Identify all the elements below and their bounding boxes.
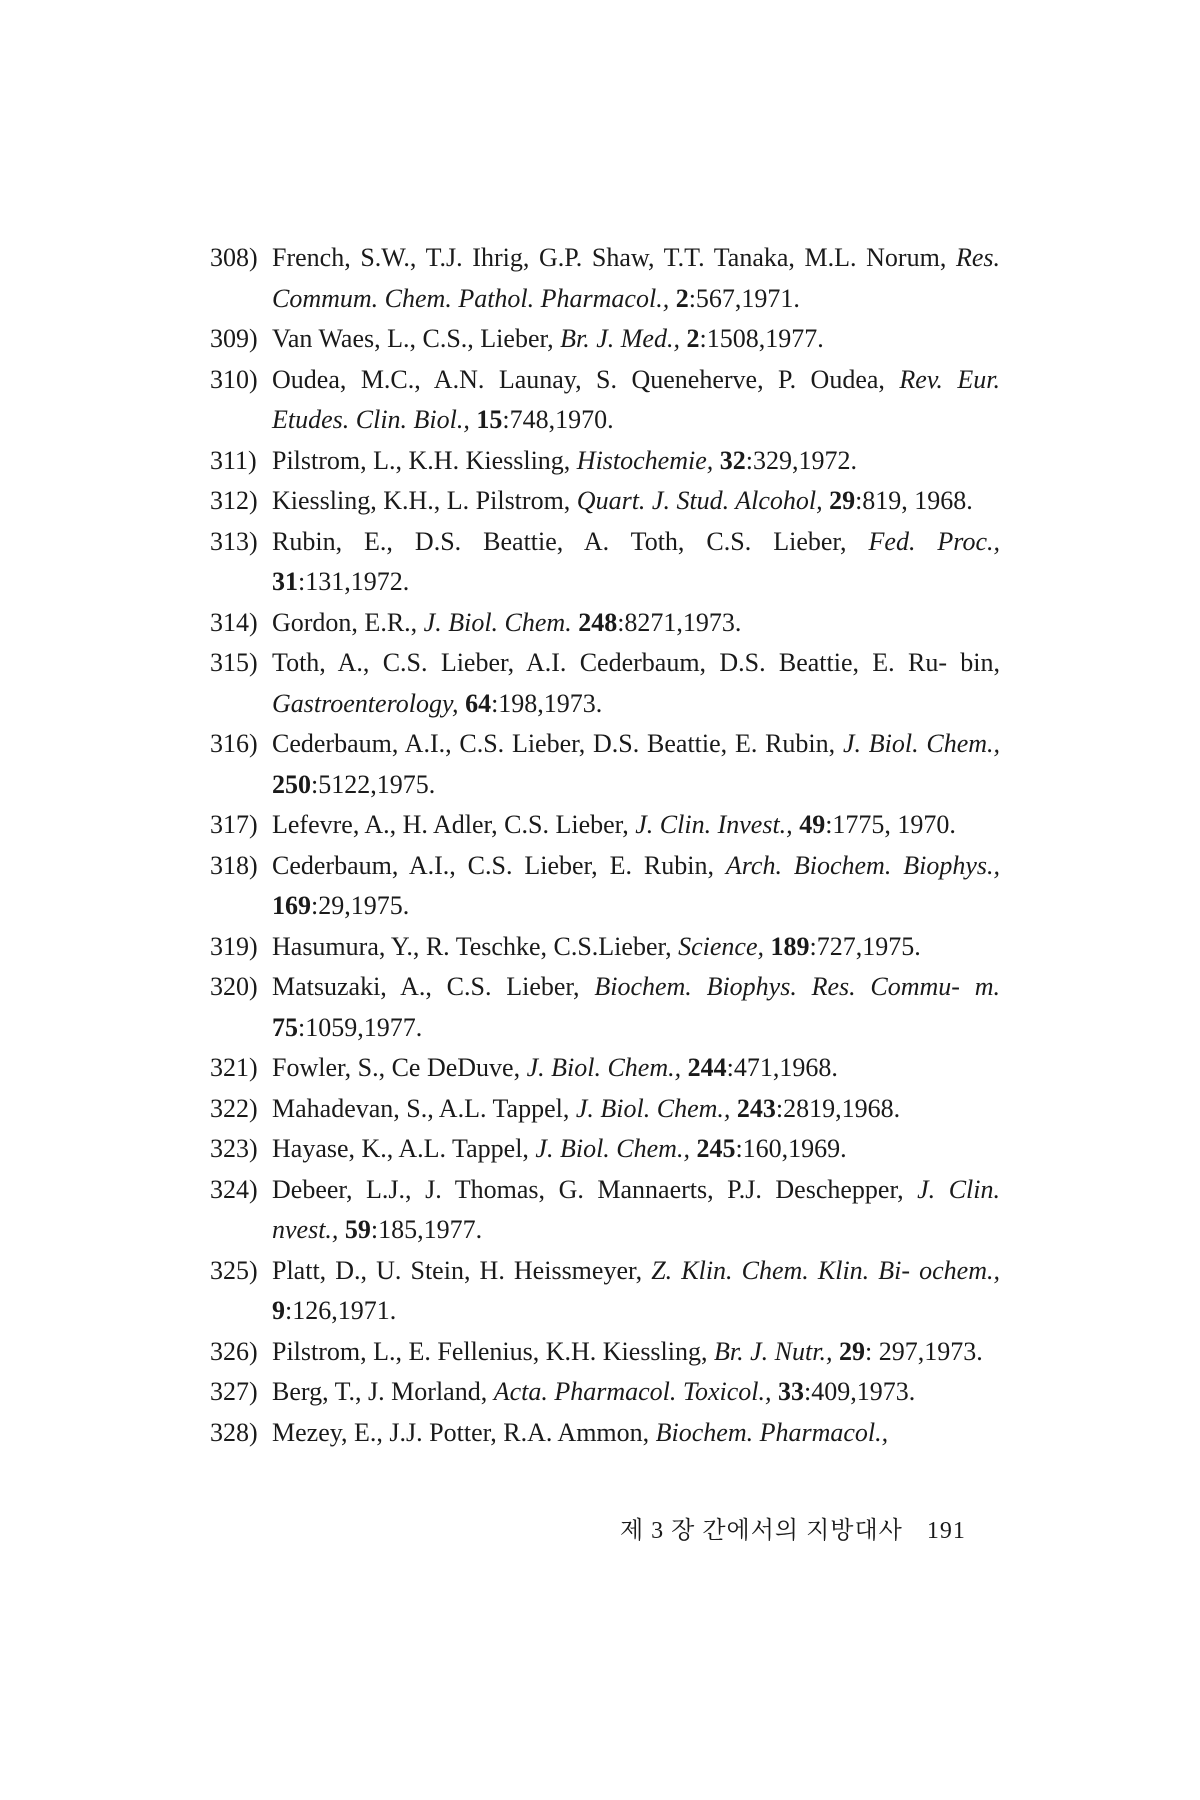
reference-number: 320) <box>210 972 258 1001</box>
reference-pages-year: :5122,1975. <box>311 769 436 799</box>
reference-number: 326) <box>210 1336 258 1366</box>
reference-authors: Hayase, K., A.L. Tappel, <box>272 1134 529 1163</box>
reference-volume: 244 <box>687 1053 727 1082</box>
reference-text <box>272 1129 1000 1170</box>
reference-text <box>272 846 1000 927</box>
reference-text <box>272 1251 1000 1332</box>
reference-text <box>272 360 1000 441</box>
reference-text <box>272 724 1000 805</box>
reference-text <box>272 238 1000 319</box>
reference-authors: Rubin, E., D.S. Beattie, A. Toth, C.S. Lieber, <box>272 526 847 556</box>
reference-text <box>272 522 1000 603</box>
reference-number: 310) <box>210 364 258 394</box>
reference-text <box>272 1372 1000 1413</box>
reference-volume: 59 <box>344 1215 371 1244</box>
reference-entry <box>0 1048 1000 1089</box>
reference-pages-year: :131,1972. <box>298 567 410 596</box>
reference-volume: 29 <box>838 1336 865 1366</box>
reference-authors: Cederbaum, A.I., C.S. Lieber, E. Rubin, <box>272 850 714 880</box>
reference-entry <box>0 522 1000 603</box>
reference-journal: J. Biol. Chem., <box>575 1093 731 1123</box>
reference-journal: Gastroenterology, <box>272 688 459 718</box>
reference-number: 322) <box>210 1093 258 1123</box>
reference-authors: Pilstrom, L., K.H. Kiessling, <box>272 445 571 475</box>
reference-volume: 250 <box>272 769 311 799</box>
reference-authors: Platt, D., U. Stein, H. Heissmeyer, <box>272 1255 643 1285</box>
reference-journal: Z. Klin. Chem. Klin. Bi- ochem., <box>651 1255 1000 1285</box>
reference-entry <box>0 441 1000 482</box>
chapter-running-title: 제 3 장 간에서의 지방대사 <box>620 1518 903 1544</box>
reference-journal: J. Clin. Invest., <box>635 810 793 839</box>
reference-journal: Acta. Pharmacol. Toxicol., <box>493 1377 772 1406</box>
reference-entry <box>0 603 1000 644</box>
reference-authors: Mahadevan, S., A.L. Tappel, <box>272 1093 570 1123</box>
reference-volume: 189 <box>770 931 810 961</box>
reference-volume: 243 <box>736 1093 776 1123</box>
reference-pages-year: :8271,1973. <box>617 607 742 637</box>
reference-entry <box>0 1251 1000 1332</box>
reference-volume: 9 <box>272 1296 285 1325</box>
reference-journal: Res. Commum. Chem. Pathol. Pharmacol., <box>272 243 1000 313</box>
reference-pages-year: :185,1977. <box>370 1215 483 1244</box>
reference-volume: 2 <box>686 324 700 353</box>
reference-authors: Oudea, M.C., A.N. Launay, S. Queneherve, P. Oudea, <box>272 364 885 394</box>
reference-journal: Br. J. Nutr., <box>714 1336 833 1366</box>
reference-authors: Fowler, S., Ce DeDuve, <box>272 1053 521 1082</box>
reference-number: 309) <box>210 324 258 353</box>
reference-journal: Biochem. Pharmacol., <box>655 1417 889 1447</box>
reference-list <box>0 238 1200 1453</box>
reference-number: 328) <box>210 1417 258 1447</box>
reference-journal: J. Biol. Chem., <box>535 1134 690 1163</box>
reference-number: 311) <box>210 445 257 475</box>
reference-pages-year: :471,1968. <box>726 1053 838 1082</box>
reference-journal: Histochemie, <box>576 445 714 475</box>
reference-pages-year: :1059,1977. <box>298 1012 423 1042</box>
reference-pages-year: :819, 1968. <box>855 486 973 515</box>
reference-pages-year: :126,1971. <box>285 1296 397 1325</box>
page-footer <box>620 1510 966 1545</box>
reference-number: 319) <box>210 931 258 961</box>
reference-volume: 2 <box>675 283 689 313</box>
reference-text <box>272 481 1000 522</box>
reference-volume: 245 <box>696 1134 736 1163</box>
reference-volume: 29 <box>829 486 856 515</box>
reference-number: 318) <box>210 850 258 880</box>
reference-journal: J. Clin. nvest., <box>272 1174 1000 1244</box>
reference-authors: Hasumura, Y., R. Teschke, C.S.Lieber, <box>272 931 672 961</box>
reference-journal: Fed. Proc., <box>868 526 1001 556</box>
reference-authors: Berg, T., J. Morland, <box>272 1377 488 1406</box>
reference-journal: Rev. Eur. Etudes. Clin. Biol., <box>272 364 1001 434</box>
reference-authors: Matsuzaki, A., C.S. Lieber, <box>272 972 580 1001</box>
reference-pages-year: :409,1973. <box>804 1377 916 1406</box>
reference-entry <box>0 481 1000 522</box>
reference-entry <box>0 805 1000 846</box>
reference-text <box>272 1170 1000 1251</box>
reference-entry <box>0 846 1000 927</box>
reference-authors: Lefevre, A., H. Adler, C.S. Lieber, <box>272 810 629 839</box>
reference-pages-year: : 297,1973. <box>864 1336 983 1366</box>
reference-entry <box>0 238 1000 319</box>
reference-text <box>272 1332 1000 1373</box>
reference-volume: 49 <box>799 810 826 839</box>
reference-number: 316) <box>210 729 258 758</box>
reference-number: 321) <box>210 1053 258 1082</box>
reference-pages-year: :160,1969. <box>735 1134 847 1163</box>
reference-entry <box>0 927 1000 968</box>
reference-entry <box>0 360 1000 441</box>
reference-pages-year: :748,1970. <box>502 405 614 434</box>
reference-pages-year: :1508,1977. <box>699 324 824 353</box>
reference-number: 308) <box>210 243 258 272</box>
reference-text <box>272 1413 1000 1454</box>
reference-journal: Biochem. Biophys. Res. Commu- m. <box>594 972 1001 1001</box>
reference-text <box>272 1048 1000 1089</box>
reference-authors: Van Waes, L., C.S., Lieber, <box>272 324 554 353</box>
reference-volume: 64 <box>465 688 492 718</box>
page-number: 191 <box>926 1518 966 1544</box>
reference-text <box>272 927 1000 968</box>
reference-entry <box>0 1170 1000 1251</box>
reference-number: 312) <box>210 486 258 515</box>
reference-pages-year: :198,1973. <box>491 688 603 718</box>
reference-text <box>272 603 1000 644</box>
reference-number: 323) <box>210 1134 258 1163</box>
reference-journal: J. Biol. Chem., <box>526 1053 682 1082</box>
reference-entry <box>0 1372 1000 1413</box>
reference-number: 313) <box>210 526 258 556</box>
reference-text <box>272 319 1000 360</box>
reference-authors: Kiessling, K.H., L. Pilstrom, <box>272 486 571 515</box>
reference-journal: J. Biol. Chem., <box>842 729 1001 758</box>
reference-entry <box>0 1129 1000 1170</box>
reference-pages-year: :567,1971. <box>688 283 800 313</box>
reference-journal: Science, <box>678 931 764 961</box>
reference-pages-year: :29,1975. <box>311 891 410 920</box>
reference-entry <box>0 724 1000 805</box>
reference-entry <box>0 1332 1000 1373</box>
reference-volume: 33 <box>778 1377 805 1406</box>
reference-volume: 15 <box>476 405 503 434</box>
reference-number: 317) <box>210 810 258 839</box>
reference-number: 324) <box>210 1174 258 1204</box>
reference-text <box>272 805 1000 846</box>
reference-number: 327) <box>210 1377 258 1406</box>
reference-entry <box>0 1413 1000 1454</box>
reference-entry <box>0 967 1000 1048</box>
reference-authors: Cederbaum, A.I., C.S. Lieber, D.S. Beattie, E. Rubin, <box>272 729 836 758</box>
reference-volume: 32 <box>719 445 746 475</box>
reference-authors: Toth, A., C.S. Lieber, A.I. Cederbaum, D.S. Beattie, E. Ru- bin, <box>272 648 1000 677</box>
reference-number: 314) <box>210 607 258 637</box>
reference-text <box>272 643 1000 724</box>
reference-number: 325) <box>210 1255 258 1285</box>
reference-authors: French, S.W., T.J. Ihrig, G.P. Shaw, T.T. Tanaka, M.L. Norum, <box>272 243 947 272</box>
reference-authors: Gordon, E.R., <box>272 607 418 637</box>
reference-volume: 248 <box>578 607 618 637</box>
reference-pages-year: :329,1972. <box>745 445 857 475</box>
reference-number: 315) <box>210 648 258 677</box>
reference-entry <box>0 1089 1000 1130</box>
reference-journal: J. Biol. Chem. <box>423 607 572 637</box>
reference-journal: Quart. J. Stud. Alcohol, <box>576 486 823 515</box>
reference-entry <box>0 643 1000 724</box>
reference-text <box>272 1089 1000 1130</box>
reference-pages-year: :1775, 1970. <box>825 810 956 839</box>
reference-volume: 31 <box>272 567 298 596</box>
reference-entry <box>0 319 1000 360</box>
reference-text <box>272 441 1000 482</box>
reference-text <box>272 967 1000 1048</box>
reference-volume: 169 <box>272 891 311 920</box>
reference-pages-year: :2819,1968. <box>775 1093 901 1123</box>
reference-journal: Br. J. Med., <box>560 324 680 353</box>
reference-authors: Pilstrom, L., E. Fellenius, K.H. Kiessling, <box>272 1336 708 1366</box>
reference-volume: 75 <box>272 1012 298 1042</box>
reference-pages-year: :727,1975. <box>809 931 921 961</box>
reference-authors: Mezey, E., J.J. Potter, R.A. Ammon, <box>272 1417 650 1447</box>
reference-journal: Arch. Biochem. Biophys., <box>725 850 1000 880</box>
reference-authors: Debeer, L.J., J. Thomas, G. Mannaerts, P.J. Deschepper, <box>272 1174 904 1204</box>
